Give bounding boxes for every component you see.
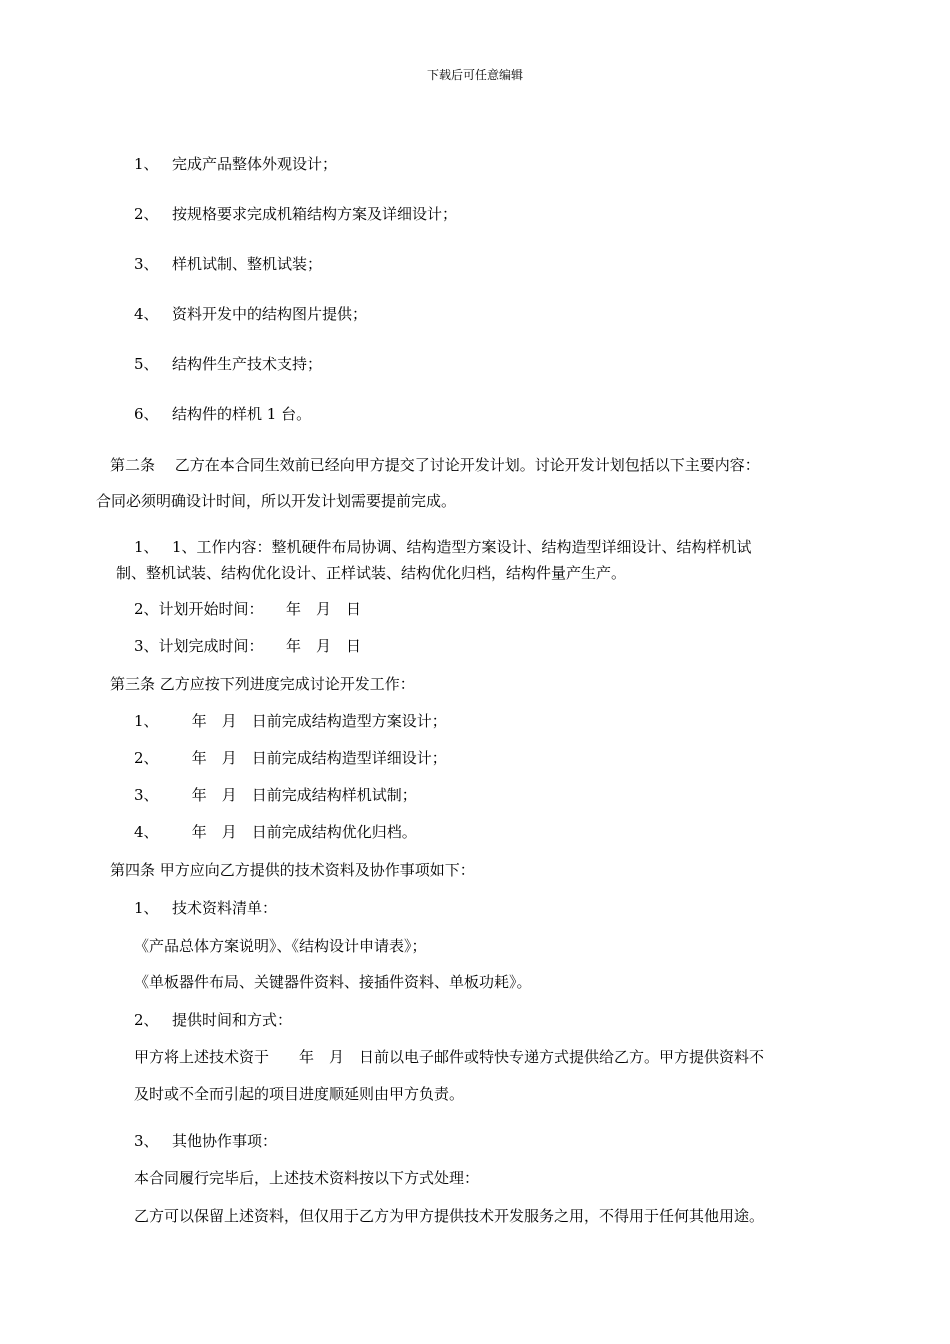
list-text-continued: 制、整机试装、结构优化设计、正样试装、结构优化归档，结构件量产生产。: [116, 564, 627, 582]
list-text: 资料开发中的结构图片提供；: [172, 305, 368, 323]
list-number: 2、: [134, 205, 159, 223]
list-item: [134, 1010, 292, 1030]
list-number: 5、: [134, 355, 159, 373]
list-number: 3、: [134, 255, 159, 273]
list-item: [134, 354, 322, 374]
article-2-heading: 第二条 乙方在本合同生效前已经向甲方提交了讨论开发计划。讨论开发计划包括以下主要内容：: [110, 456, 760, 474]
list-item: [134, 822, 417, 842]
list-item: [134, 204, 457, 224]
list-number: 1、: [134, 712, 159, 730]
list-item: [134, 304, 367, 324]
list-number: 2、: [134, 749, 159, 767]
list-item: [134, 404, 311, 424]
plan-end-time: 3、计划完成时间： 年 月 日: [134, 637, 362, 655]
list-text: 结构件的样机 1 台。: [172, 405, 312, 423]
list-number: 3、: [134, 1132, 159, 1150]
list-text: 年 月 日前完成结构优化归档。: [172, 823, 417, 841]
list-number: 4、: [134, 823, 159, 841]
paragraph-text: 及时或不全而引起的项目进度顺延则由甲方负责。: [134, 1085, 465, 1103]
list-text: 提供时间和方式：: [172, 1011, 293, 1029]
paragraph-text: 甲方将上述技术资于 年 月 日前以电子邮件或特快专递方式提供给乙方。甲方提供资料不: [134, 1048, 765, 1066]
list-text: 年 月 日前完成结构样机试制；: [172, 786, 417, 804]
list-text: 按规格要求完成机箱结构方案及详细设计；: [172, 205, 458, 223]
list-text: 完成产品整体外观设计；: [172, 155, 338, 173]
list-text: 结构件生产技术支持；: [172, 355, 323, 373]
list-item: [134, 537, 752, 557]
list-number: 2、: [134, 1011, 159, 1029]
list-text: 年 月 日前完成结构造型详细设计；: [172, 749, 447, 767]
list-item: [134, 785, 417, 805]
list-text: 其他协作事项：: [172, 1132, 278, 1150]
paragraph-text: 本合同履行完毕后，上述技术资料按以下方式处理：: [134, 1169, 480, 1187]
list-item: [134, 1131, 277, 1151]
list-number: 6、: [134, 405, 159, 423]
article-4-heading: 第四条 甲方应向乙方提供的技术资料及协作事项如下：: [110, 861, 475, 879]
list-number: 1、: [134, 538, 159, 556]
list-number: 1、: [134, 899, 159, 917]
list-number: 1、: [134, 155, 159, 173]
page-header: 下载后可任意编辑: [426, 68, 523, 82]
document-list: 《产品总体方案说明》、《结构设计申请表》；: [134, 937, 427, 955]
article-3-heading: 第三条 乙方应按下列进度完成讨论开发工作：: [110, 675, 415, 693]
list-item: [134, 711, 447, 731]
list-text: 样机试制、整机试装；: [172, 255, 323, 273]
list-number: 3、: [134, 786, 159, 804]
list-text: 1、工作内容：整机硬件布局协调、结构造型方案设计、结构造型详细设计、结构样机试: [172, 538, 752, 556]
list-item: [134, 254, 322, 274]
list-item: [134, 154, 337, 174]
list-text: 年 月 日前完成结构造型方案设计；: [172, 712, 447, 730]
list-number: 4、: [134, 305, 159, 323]
plan-start-time: 2、计划开始时间： 年 月 日: [134, 600, 362, 618]
article-2-text: 合同必须明确设计时间，所以开发计划需要提前完成。: [96, 492, 457, 510]
document-list: 《单板器件布局、关键器件资料、接插件资料、单板功耗》。: [134, 973, 532, 991]
list-item: [134, 748, 447, 768]
list-text: 技术资料清单：: [172, 899, 278, 917]
paragraph-text: 乙方可以保留上述资料，但仅用于乙方为甲方提供技术开发服务之用，不得用于任何其他用途。: [134, 1207, 765, 1225]
list-item: [134, 898, 277, 918]
